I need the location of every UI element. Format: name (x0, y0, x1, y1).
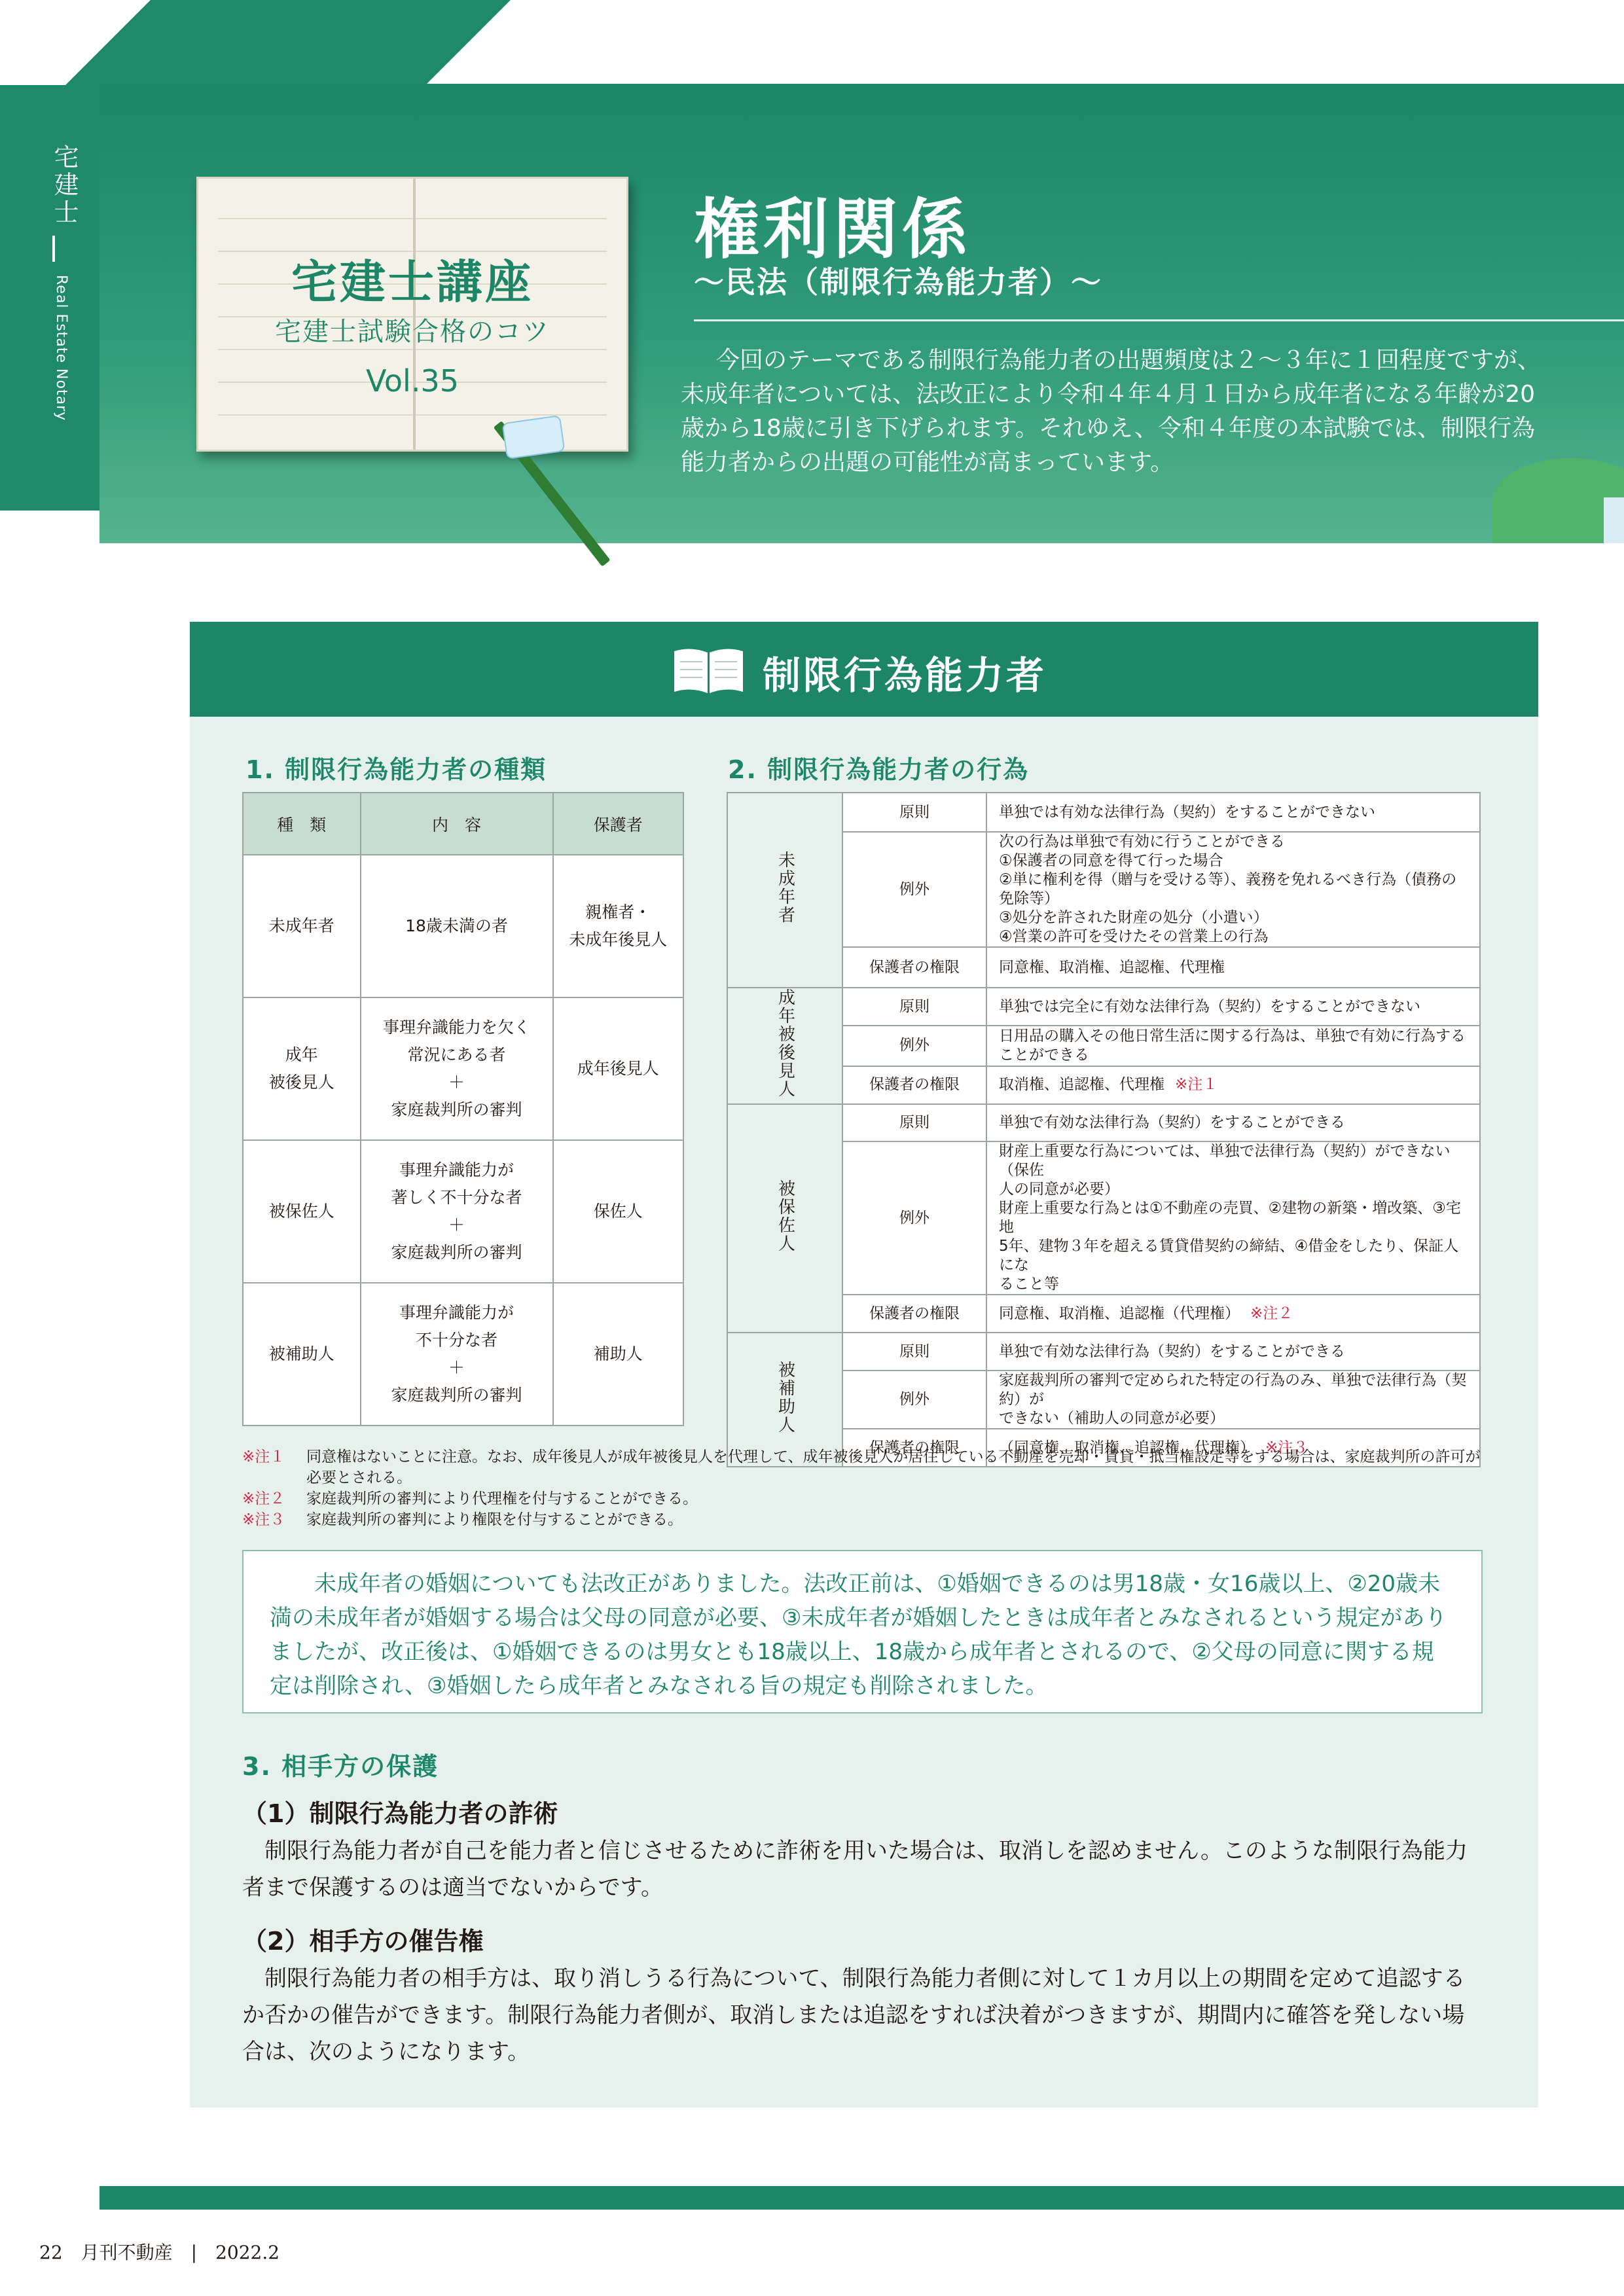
note-ref: ※注２ (1250, 1304, 1293, 1322)
row-text: 日用品の購入その他日常生活に関する行為は、単独で有効に行為することができる (986, 1026, 1480, 1066)
title-rule (694, 319, 1624, 321)
table-row (727, 988, 1480, 1026)
table-row (243, 1283, 683, 1426)
table-row (243, 997, 683, 1140)
guardian-cell: 成年後見人 (553, 997, 683, 1140)
content-cell: 事理弁識能力を欠く 常況にある者 ＋ 家庭裁判所の審判 (361, 997, 553, 1140)
row-label: 保護者の権限 (842, 947, 986, 988)
bottom-frame-bar (99, 2186, 1624, 2210)
row-label: 例外 (842, 1026, 986, 1066)
table-row (243, 1140, 683, 1283)
row-text: 取消権、追認権、代理権 ※注１ (986, 1066, 1480, 1104)
row-text: 単独では有効な法律行為（契約）をすることができない (986, 793, 1480, 832)
course-title: 宅建士講座 (291, 255, 533, 309)
row-text: （同意権、取消権、追認権、代理権） ※注３ (986, 1429, 1480, 1467)
row-label: 保護者の権限 (842, 1295, 986, 1333)
category-cell: 未成年者 (727, 793, 842, 988)
page-title: 権利関係 (694, 191, 971, 268)
note-ref: ※注１ (1175, 1076, 1218, 1094)
category-cell: 成年被後見人 (727, 988, 842, 1104)
guardian-cell: 補助人 (553, 1283, 683, 1426)
guardian-cell: 保佐人 (553, 1140, 683, 1283)
row-text: 財産上重要な行為については、単独で法律行為（契約）ができない（保佐 人の同意が必要） 財産上重要な行為とは①不動産の売買、②建物の新築・増改築、③宅地 5年、建物３年を超える賃貸借契約の締結、④借金をしたり、保証人にな ること等 (986, 1141, 1480, 1295)
types-table (242, 792, 684, 1426)
category-cell: 被保佐人 (727, 1104, 842, 1333)
category-cell: 被補助人 (727, 1333, 842, 1467)
col-content: 内 容 (361, 793, 553, 855)
edge-decoration (1604, 497, 1624, 543)
table-row (727, 1333, 1480, 1371)
footnote: ※注３ 家庭裁判所の審判により権限を付与することができる。 (242, 1511, 683, 1528)
row-label: 保護者の権限 (842, 1429, 986, 1467)
section3-heading: 3. 相手方の保護 (242, 1752, 439, 1781)
kind-cell: 被保佐人 (243, 1140, 361, 1283)
page-footer: 22 月刊不動産 | 2022.2 (39, 2242, 280, 2263)
guardian-cell: 親権者・ 未成年後見人 (553, 855, 683, 997)
section3-sub2: （2）相手方の催告権 (242, 1927, 484, 1956)
page-subtitle: 〜民法（制限行為能力者）〜 (694, 264, 1102, 300)
content-cell: 事理弁識能力が 不十分な者 ＋ 家庭裁判所の審判 (361, 1283, 553, 1426)
acts-table (727, 792, 1481, 1467)
volume-number: Vol.35 (366, 363, 459, 399)
section3-para2: 制限行為能力者の相手方は、取り消しうる行為について、制限行為能力者側に対して１カ月以上の期間を定めて追認するか否かの催告ができます。制限行為能力者側が、取消しまたは追認をすれば決着がつきますが、期間内に確答を発しない場合は、次のようになります。 (242, 1965, 1466, 2065)
kind-cell: 被補助人 (243, 1283, 361, 1426)
section-title: 制限行為能力者 (763, 653, 1047, 698)
row-label: 原則 (842, 1104, 986, 1141)
row-label: 原則 (842, 988, 986, 1026)
kind-cell: 成年 被後見人 (243, 997, 361, 1140)
row-label: 原則 (842, 793, 986, 832)
table-row (727, 793, 1480, 832)
header-top-rule (99, 84, 1624, 88)
law-change-callout: 未成年者の婚姻についても法改正がありました。法改正前は、①婚姻できるのは男18歳・女16歳以上、②20歳未満の未成年者が婚姻する場合は父母の同意が必要、③未成年者が婚姻したときは成年者とみなされるという規定がありましたが、改正後は、①婚姻できるのは男女とも18歳以上、18歳から成年者とされるので、②父母の同意に関する規定は削除され、③婚姻したら成年者とみなされる旨の規定も削除されました。 (242, 1550, 1483, 1713)
side-label: 宅建士 (50, 144, 79, 226)
table1-heading: 1. 制限行為能力者の種類 (245, 755, 547, 784)
table-row (727, 1104, 1480, 1141)
note-ref: ※注３ (1265, 1439, 1308, 1456)
types-table-header (243, 793, 683, 855)
row-text: 単独で有効な法律行為（契約）をすることができる (986, 1333, 1480, 1371)
row-text: 同意権、取消権、追認権（代理権） ※注２ (986, 1295, 1480, 1333)
row-text: 次の行為は単独で有効に行うことができる ①保護者の同意を得て行った場合 ②単に権利を得（贈与を受ける等）、義務を免れるべき行為（債務の免除等） ③処分を許された財産の処分（小遣い） ④営業の許可を受けたその営業上の行為 (986, 832, 1480, 947)
intro-paragraph: 今回のテーマである制限行為能力者の出題頻度は２〜３年に１回程度ですが、未成年者については、法改正により令和４年４月１日から成年者になる年齢が20歳から18歳に引き下げられます。それゆえ、令和４年度の本試験では、制限行為能力者からの出題の可能性が高まっています。 (681, 347, 1542, 476)
open-book-icon (671, 645, 746, 697)
section3-sub1: （1）制限行為能力者の詐術 (242, 1799, 558, 1828)
footnotes (242, 1446, 1486, 1530)
row-text: 単独で有効な法律行為（契約）をすることができる (986, 1104, 1480, 1141)
section3-para1: 制限行為能力者が自己を能力者と信じさせるために詐術を用いた場合は、取消しを認めません。このような制限行為能力者まで保護するのは適当でないからです。 (242, 1838, 1468, 1901)
row-text: 家庭裁判所の審判で定められた特定の行為のみ、単独で法律行為（契約）が できない（補助人の同意が必要） (986, 1371, 1480, 1429)
row-label: 原則 (842, 1333, 986, 1371)
footnote: ※注１ 同意権はないことに注意。なお、成年後見人が成年被後見人を代理して、成年被後見人が居住している不動産を売却・賃貸・抵当権設定等をする場合は、家庭裁判所の許可が必要とされる。 (242, 1448, 1481, 1486)
row-label: 保護者の権限 (842, 1066, 986, 1104)
kind-cell: 未成年者 (243, 855, 361, 997)
side-dash (52, 236, 55, 262)
table2-heading: 2. 制限行為能力者の行為 (728, 755, 1030, 784)
row-label: 例外 (842, 1141, 986, 1295)
content-cell: 18歳未満の者 (361, 855, 553, 997)
col-kind: 種 類 (243, 793, 361, 855)
side-sub-label: Real Estate Notary (53, 275, 69, 422)
content-cell: 事理弁識能力が 著しく不十分な者 ＋ 家庭裁判所の審判 (361, 1140, 553, 1283)
footnote: ※注２ 家庭裁判所の審判により代理権を付与することができる。 (242, 1490, 698, 1507)
table-row (243, 855, 683, 997)
row-label: 例外 (842, 832, 986, 947)
col-guardian: 保護者 (553, 793, 683, 855)
course-subtitle: 宅建士試験合格のコツ (275, 317, 550, 347)
row-label: 例外 (842, 1371, 986, 1429)
row-text: 単独では完全に有効な法律行為（契約）をすることができない (986, 988, 1480, 1026)
row-text: 同意権、取消権、追認権、代理権 (986, 947, 1480, 988)
